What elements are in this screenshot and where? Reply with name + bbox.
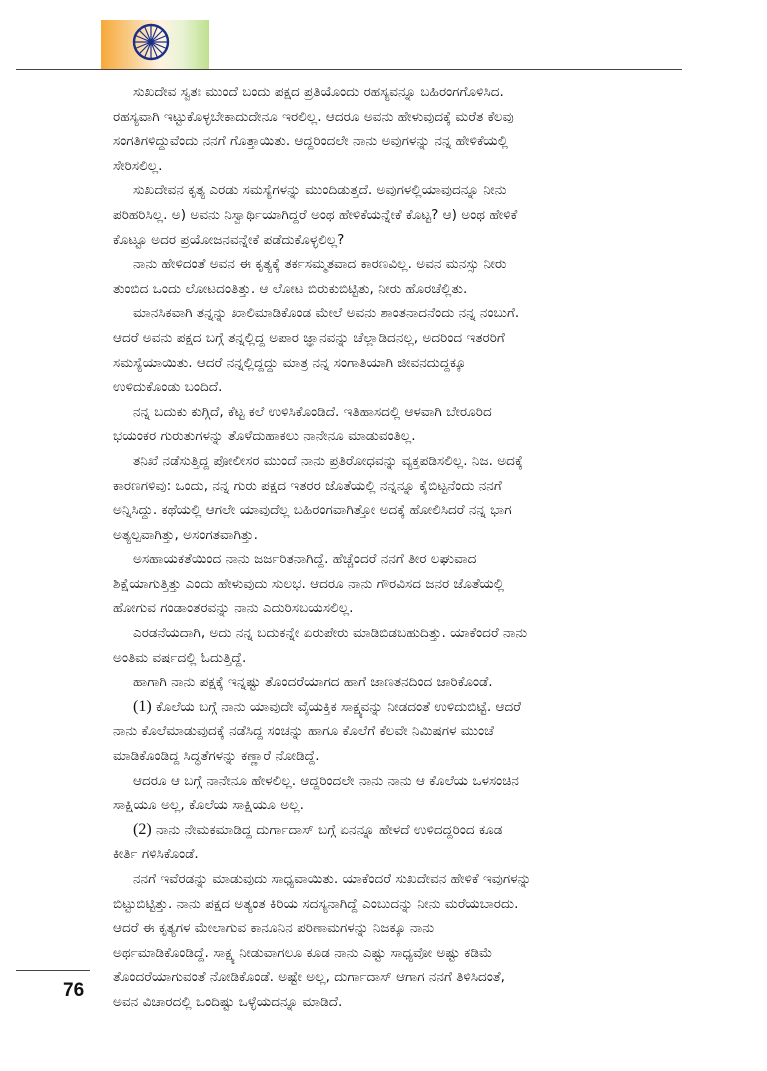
line-text: ಅವನ ವಿಚಾರದಲ್ಲಿ ಒಂದಿಷ್ಟು ಒಳ್ಳೆಯದನ್ನೂ ಮಾಡಿದೆ. xyxy=(113,993,343,1010)
text-line xyxy=(113,105,681,130)
paragraph xyxy=(113,547,681,621)
line-text: ನಾನು ಕೊಲೆಮಾಡುವುದಕ್ಕೆ ನಡೆಸಿದ್ದ ಸಂಚನ್ನು ಹಾಗೂ ಕೊಲೆಗೆ ಕೆಲವೇ ನಿಮಿಷಗಳ ಮುಂಚೆ xyxy=(113,723,494,740)
text-line xyxy=(113,424,681,449)
line-text: ಸಾಕ್ಷಿಯೂ ಅಲ್ಲ, ಕೊಲೆಯ ಸಾಕ್ಷಿಯೂ ಅಲ್ಲ. xyxy=(113,797,304,814)
text-line xyxy=(113,916,681,941)
text-line xyxy=(113,621,681,646)
line-text: ಮಾಡಿಕೊಂಡಿದ್ದ ಸಿದ್ಧತೆಗಳನ್ನು ಕಣ್ಣಾರೆ ನೋಡಿದ್ದೆ. xyxy=(113,748,320,765)
line-text: ನನ್ನ ಬದುಕು ಕುಗ್ಗಿದೆ, ಕೆಟ್ಟ ಕಲೆ ಉಳಿಸಿಕೊಂಡಿದೆ. ಇತಿಹಾಸದಲ್ಲಿ ಆಳವಾಗಿ ಬೇರೂರಿದ xyxy=(133,403,492,420)
line-text: ಎರಡನೆಯದಾಗಿ, ಅದು ನನ್ನ ಬದುಕನ್ನೇ ಏರುಪೇರು ಮಾಡಿಬಿಡಬಹುದಿತ್ತು. ಯಾಕೆಂದರೆ ನಾನು xyxy=(133,625,528,642)
line-text: ಪರಿಹರಿಸಿಲ್ಲ. ಅ) ಅವನು ನಿಸ್ವಾರ್ಥಿಯಾಗಿದ್ದರೆ ಅಂಥ ಹೇಳಿಕೆಯನ್ನೇಕೆ ಕೊಟ್ಟ? ಆ) ಅಂಥ ಹೇಳಿಕೆ xyxy=(113,206,518,223)
flag-logo xyxy=(101,20,209,70)
text-line xyxy=(113,769,681,794)
text-line xyxy=(113,867,681,892)
text-line xyxy=(113,646,681,671)
text-line xyxy=(113,400,681,425)
paragraph xyxy=(113,769,681,818)
line-text: ಅತ್ಯಲ್ಪವಾಗಿತ್ತು, ಅಸಂಗತವಾಗಿತ್ತು. xyxy=(113,526,258,543)
text-line xyxy=(113,892,681,917)
paragraph xyxy=(113,695,681,769)
text-line xyxy=(113,719,681,744)
line-text: ಆದರೂ ಆ ಬಗ್ಗೆ ನಾನೇನೂ ಹೇಳಲಿಲ್ಲ. ಆದ್ದರಿಂದಲೇ ನಾನು ನಾನು ಆ ಕೊಲೆಯ ಒಳಸಂಚಿನ xyxy=(133,772,519,789)
text-line xyxy=(113,326,681,351)
text-line xyxy=(113,842,681,867)
line-text: ಶಿಕ್ಷೆಯಾಗುತ್ತಿತ್ತು ಎಂದು ಹೇಳುವುದು ಸುಲಭ. ಆದರೂ ನಾನು ಗೌರವಿಸದ ಜನರ ಜೊತೆಯಲ್ಲಿ xyxy=(113,575,505,592)
line-text: ಅಸಹಾಯಕತೆಯಿಂದ ನಾನು ಜರ್ಜರಿತನಾಗಿದ್ದೆ. ಹೆಚ್ಚೆಂದರೆ ನನಗೆ ತೀರ ಲಘುವಾದ xyxy=(133,551,477,568)
footer-rule xyxy=(16,970,90,971)
line-text: ಕೀರ್ತಿ ಗಳಿಸಿಕೊಂಡೆ. xyxy=(113,846,199,863)
line-text: ಆದರೆ ಅವನು ಪಕ್ಷದ ಬಗ್ಗೆ ತನ್ನಲ್ಲಿದ್ದ ಅಪಾರ ಜ್ಞಾನವನ್ನು ಚೆಲ್ಲಾಡಿದನಲ್ಲ, ಅದರಿಂದ ಇತರರಿಗೆ xyxy=(113,329,505,346)
paragraph xyxy=(113,80,681,178)
text-line xyxy=(113,154,681,179)
paragraph xyxy=(113,621,681,670)
line-text: ಕೊಟ್ಟೂ ಅದರ ಪ್ರಯೋಜನವನ್ನೇಕೆ ಪಡೆದುಕೊಳ್ಳಲಿಲ್ಲ? xyxy=(113,231,345,248)
line-text: ಅಂತಿಮ ವರ್ಷದಲ್ಲಿ ಓದುತ್ತಿದ್ದೆ. xyxy=(113,649,247,666)
paragraph xyxy=(113,449,681,547)
line-text: ಮಾನಸಿಕವಾಗಿ ತನ್ನನ್ನು ಖಾಲಿಮಾಡಿಕೊಂಡ ಮೇಲೆ ಅವನು ಶಾಂತನಾದನೆಂದು ನನ್ನ ನಂಬುಗೆ. xyxy=(133,305,520,322)
line-text: ಆದರೆ ಈ ಕೃತ್ಯಗಳ ಮೇಲಾಗುವ ಕಾನೂನಿನ ಪರಿಣಾಮಗಳನ್ನು ನಿಜಕ್ಕೂ ನಾನು xyxy=(113,920,435,937)
paragraph xyxy=(113,178,681,252)
text-line xyxy=(113,252,681,277)
text-line xyxy=(113,375,681,400)
line-text: ಸಂಗತಿಗಳಿದ್ದುವೆಂದು ನನಗೆ ಗೊತ್ತಾಯಿತು. ಆದ್ದರಿಂದಲೇ ನಾನು ಅವುಗಳನ್ನು ನನ್ನ ಹೇಳಿಕೆಯಲ್ಲಿ xyxy=(113,133,509,150)
body-text xyxy=(113,80,681,1015)
paragraph xyxy=(113,670,681,695)
text-line xyxy=(113,277,681,302)
list-number: (2) xyxy=(133,820,152,838)
line-text: ತೊಂದರೆಯಾಗುವಂತೆ ನೋಡಿಕೊಂಡೆ. ಅಷ್ಟೇ ಅಲ್ಲ, ದುರ್ಗಾದಾಸ್ ಆಗಾಗ ನನಗೆ ತಿಳಿಸಿದಂತೆ, xyxy=(113,969,505,986)
line-text: ತುಂಬಿದ ಒಂದು ಲೋಟದಂತಿತ್ತು. ಆ ಲೋಟ ಬಿರುಕುಬಿಟ್ಟಿತು, ನೀರು ಹೊರಚೆಲ್ಲಿತು. xyxy=(113,280,468,297)
text-line xyxy=(113,695,681,720)
line-text: ರಹಸ್ಯವಾಗಿ ಇಟ್ಟುಕೊಳ್ಳಬೇಕಾದುದೇನೂ ಇರಲಿಲ್ಲ. ಆದರೂ ಅವನು ಹೇಳುವುದಕ್ಕೆ ಮರೆತ ಕೆಲವು xyxy=(113,108,514,125)
text-line xyxy=(113,990,681,1015)
header-rule xyxy=(16,69,682,70)
text-line xyxy=(113,793,681,818)
line-text: ಅರ್ಥಮಾಡಿಕೊಂಡಿದ್ದೆ. ಸಾಕ್ಷ್ಯ ನೀಡುವಾಗಲೂ ಕೂಡ ನಾನು ಎಷ್ಟು ಸಾಧ್ಯವೋ ಅಷ್ಟು ಕಡಿಮೆ xyxy=(113,944,493,961)
text-line xyxy=(113,474,681,499)
line-text: ನಾನು ನೇಮಕಮಾಡಿದ್ದ ದುರ್ಗಾದಾಸ್ ಬಗ್ಗೆ ಏನನ್ನೂ ಹೇಳದೆ ಉಳಿದದ್ದರಿಂದ ಕೂಡ xyxy=(151,821,503,838)
text-line xyxy=(113,572,681,597)
line-text: ಹಾಗಾಗಿ ನಾನು ಪಕ್ಷಕ್ಕೆ ಇನ್ನಷ್ಟು ತೊಂದರೆಯಾಗದ ಹಾಗೆ ಜಾಣತನದಿಂದ ಜಾರಿಕೊಂಡೆ. xyxy=(133,674,493,691)
paragraph xyxy=(113,818,681,867)
line-text: ಕೊಲೆಯ ಬಗ್ಗೆ ನಾನು ಯಾವುದೇ ವೈಯಕ್ತಿಕ ಸಾಕ್ಷ್ಯವನ್ನು ನೀಡದಂತೆ ಉಳಿದುಬಿಟ್ಟೆ. ಆದರೆ xyxy=(151,698,522,715)
text-line xyxy=(113,449,681,474)
text-line xyxy=(113,351,681,376)
text-line xyxy=(113,301,681,326)
line-text: ಸುಖದೇವನ ಕೃತ್ಯ ಎರಡು ಸಮಸ್ಯೆಗಳನ್ನು ಮುಂದಿಡುತ್ತದೆ. ಅವುಗಳಲ್ಲಿಯಾವುದನ್ನೂ ನೀನು xyxy=(133,182,507,199)
line-text: ಸೇರಿಸಲಿಲ್ಲ. xyxy=(113,157,163,174)
line-text: ಅನ್ನಿಸಿದ್ದು. ಕಥೆಯಲ್ಲಿ ಆಗಲೇ ಯಾವುದೆಲ್ಲ ಬಹಿರಂಗವಾಗಿತ್ತೋ ಅದಕ್ಕೆ ಹೋಲಿಸಿದರೆ ನನ್ನ ಭಾಗ xyxy=(113,502,512,519)
line-text: ಸಮಸ್ಯೆಯಾಯಿತು. ಆದರೆ ನನ್ನಲ್ಲಿದ್ದದ್ದು ಮಾತ್ರ ನನ್ನ ಸಂಗಾತಿಯಾಗಿ ಜೀವನದುದ್ದಕ್ಕೂ xyxy=(113,354,466,371)
text-line xyxy=(113,744,681,769)
list-number: (1) xyxy=(133,697,152,715)
text-line xyxy=(113,178,681,203)
text-line xyxy=(113,670,681,695)
text-line xyxy=(113,596,681,621)
text-line xyxy=(113,228,681,253)
paragraph xyxy=(113,867,681,1015)
paragraph xyxy=(113,400,681,449)
text-line xyxy=(113,498,681,523)
ashoka-chakra-icon xyxy=(131,22,171,62)
text-line xyxy=(113,80,681,105)
text-line xyxy=(113,941,681,966)
text-line xyxy=(113,818,681,843)
line-text: ನಾನು ಹೇಳಿದಂತೆ ಅವನ ಈ ಕೃತ್ಯಕ್ಕೆ ತರ್ಕಸಮ್ಮತವಾದ ಕಾರಣವಿಲ್ಲ. ಅವನ ಮನಸ್ಸು ನೀರು xyxy=(133,256,507,273)
text-line xyxy=(113,523,681,548)
paragraph xyxy=(113,301,681,399)
line-text: ಸುಖದೇವ ಸ್ವತಃ ಮುಂದೆ ಬಂದು ಪಕ್ಷದ ಪ್ರತಿಯೊಂದು ರಹಸ್ಯವನ್ನೂ ಬಹಿರಂಗಗೊಳಿಸಿದ. xyxy=(133,84,504,100)
text-line xyxy=(113,547,681,572)
line-text: ಉಳಿದುಕೊಂಡು ಬಂದಿದೆ. xyxy=(113,379,223,396)
line-text: ಕಾರಣಗಳಿವು: ಒಂದು, ನನ್ನ ಗುರು ಪಕ್ಷದ ಇತರರ ಜೊತೆಯಲ್ಲಿ ನನ್ನನ್ನೂ ಕೈಬಿಟ್ಟನೆಂದು ನನಗೆ xyxy=(113,477,502,494)
line-text: ನನಗೆ ಇವೆರಡನ್ನು ಮಾಡುವುದು ಸಾಧ್ಯವಾಯಿತು. ಯಾಕೆಂದರೆ ಸುಖದೇವನ ಹೇಳಿಕೆ ಇವುಗಳನ್ನು xyxy=(133,871,532,887)
page-number: 76 xyxy=(63,980,85,1001)
line-text: ಹೋಗುವ ಗಂಡಾಂತರವನ್ನು ನಾನು ಎದುರಿಸಬಯಸಲಿಲ್ಲ. xyxy=(113,600,354,617)
text-line xyxy=(113,129,681,154)
text-line xyxy=(113,203,681,228)
line-text: ಭಯಂಕರ ಗುರುತುಗಳನ್ನು ತೊಳೆದುಹಾಕಲು ನಾನೇನೂ ಮಾಡುವಂತಿಲ್ಲ. xyxy=(113,428,416,445)
paragraph xyxy=(113,252,681,301)
line-text: ಬಿಟ್ಟುಬಿಟ್ಟಿತ್ತು. ನಾನು ಪಕ್ಷದ ಅತ್ಯಂತ ಕಿರಿಯ ಸದಸ್ಯನಾಗಿದ್ದೆ ಎಂಬುದನ್ನು ನೀನು ಮರೆಯಬಾರದು. xyxy=(113,895,519,912)
text-line xyxy=(113,965,681,990)
line-text: ತನಿಖೆ ನಡೆಸುತ್ತಿದ್ದ ಪೋಲೀಸರ ಮುಂದೆ ನಾನು ಪ್ರತಿರೋಧವನ್ನು ವ್ಯಕ್ತಪಡಿಸಲಿಲ್ಲ. ನಿಜ. ಅದಕ್ಕೆ xyxy=(133,452,523,469)
